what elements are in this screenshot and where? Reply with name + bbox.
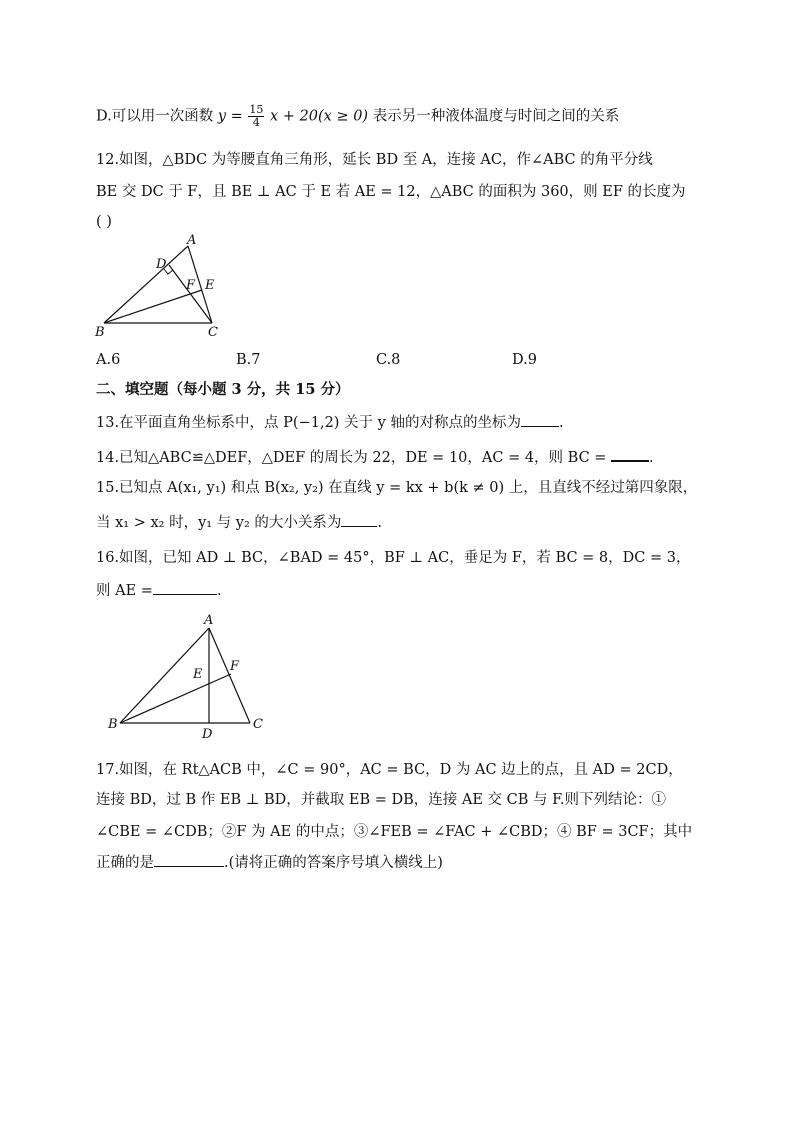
q13-tail: .	[558, 415, 564, 431]
q16-label-f: F	[230, 659, 240, 674]
section-2-heading: 二、填空题（每小题 3 分，共 15 分）	[96, 381, 350, 398]
q16-label-d: D	[202, 727, 213, 742]
q16-tail: .	[216, 583, 222, 599]
q17-line2: 连接 BD，过 B 作 EB ⊥ BD，并截取 EB = DB，连接 AE 交 CB 与 F.则下列结论：①	[96, 792, 667, 808]
q12-label-d: D	[156, 257, 167, 272]
q11-fraction	[248, 104, 264, 129]
q12-choice-b: B.7	[236, 352, 261, 368]
q15-line2-text: 当 x₁ > x₂ 时，y₁ 与 y₂ 的大小关系为	[96, 515, 342, 531]
q16-line1: 16.如图，已知 AD ⊥ BC，∠BAD = 45°，BF ⊥ AC，垂足为 F，若 BC = 8，DC = 3，	[96, 550, 691, 566]
q12-segment-be	[104, 290, 202, 323]
q12-label-a: A	[187, 233, 197, 248]
q16-label-b: B	[108, 717, 118, 732]
q14-tail: .	[649, 450, 654, 466]
q15-line1: 15.已知点 A(x₁, y₁) 和点 B(x₂, y₂) 在直线 y = kx + b(k ≠ 0) 上，且直线不经过第四象限，	[96, 480, 698, 496]
q11-func-lhs: y =	[217, 108, 243, 125]
q12-figure	[90, 232, 240, 344]
q16-label-a: A	[204, 613, 214, 628]
q16-line2-text: 则 AE =	[96, 583, 153, 599]
q16-segment-ac	[209, 628, 250, 723]
q12-line1: 12.如图，△BDC 为等腰直角三角形，延长 BD 至 A，连接 AC，作∠ABC 的角平分线	[96, 152, 653, 168]
q11-fraction-denominator: 4	[252, 116, 260, 129]
q11-option-d-prefix: D.可以用一次函数	[96, 108, 214, 125]
q12-label-b: B	[95, 325, 105, 340]
q17-line3: ∠CBE = ∠CDB；②F 为 AE 的中点；③∠FEB = ∠FAC + ∠CBD；④ BF = 3CF；其中	[96, 824, 693, 840]
q12-segment-ab	[104, 246, 188, 323]
q12-line2: BE 交 DC 于 F，且 BE ⊥ AC 于 E 若 AE = 12，△ABC 的面积为 360，则 EF 的长度为	[96, 184, 686, 200]
q16-figure	[100, 612, 280, 744]
q15-tail: .	[377, 515, 383, 531]
q12-choice-d: D.9	[512, 352, 537, 368]
q16-answer-blank	[153, 580, 217, 595]
q14	[96, 446, 654, 468]
q13-answer-blank	[521, 412, 559, 427]
q12-label-c: C	[208, 325, 218, 340]
q12-choice-c: C.8	[376, 352, 401, 368]
q12-label-e: E	[205, 278, 215, 293]
q16-line2	[96, 580, 222, 601]
q17-line4-suffix: .(请将正确的答案序号填入横线上)	[224, 855, 443, 871]
q16-segment-bf	[120, 674, 231, 723]
q14-text: 14.已知△ABC≌△DEF，△DEF 的周长为 22，DE = 10，AC = 4，则 BC =	[96, 450, 607, 466]
q11-option-d	[96, 104, 619, 129]
q11-func-rhs: x + 20(x ≥ 0)	[270, 108, 369, 125]
q13	[96, 412, 564, 433]
q17-line1: 17.如图，在 Rt△ACB 中，∠C = 90°，AC = BC，D 为 AC 边上的点，且 AD = 2CD，	[96, 762, 683, 778]
q12-line3: ( )	[96, 214, 112, 230]
q15-answer-blank	[341, 512, 377, 527]
q13-text: 13.在平面直角坐标系中，点 P(−1,2) 关于 y 轴的对称点的坐标为	[96, 415, 521, 431]
q12-choice-a: A.6	[96, 352, 121, 368]
q11-fraction-numerator: 15	[249, 103, 264, 116]
q12-label-f: F	[186, 278, 196, 293]
q16-label-e: E	[193, 667, 203, 682]
q15-line2	[96, 512, 382, 533]
q11-option-d-suffix: 表示另一种液体温度与时间之间的关系	[372, 108, 620, 125]
q16-label-c: C	[253, 717, 263, 732]
q14-answer-blank	[611, 446, 649, 462]
q17-line4-prefix: 正确的是	[96, 855, 154, 871]
q17-line4	[96, 852, 443, 873]
q17-answer-blank	[154, 852, 224, 867]
